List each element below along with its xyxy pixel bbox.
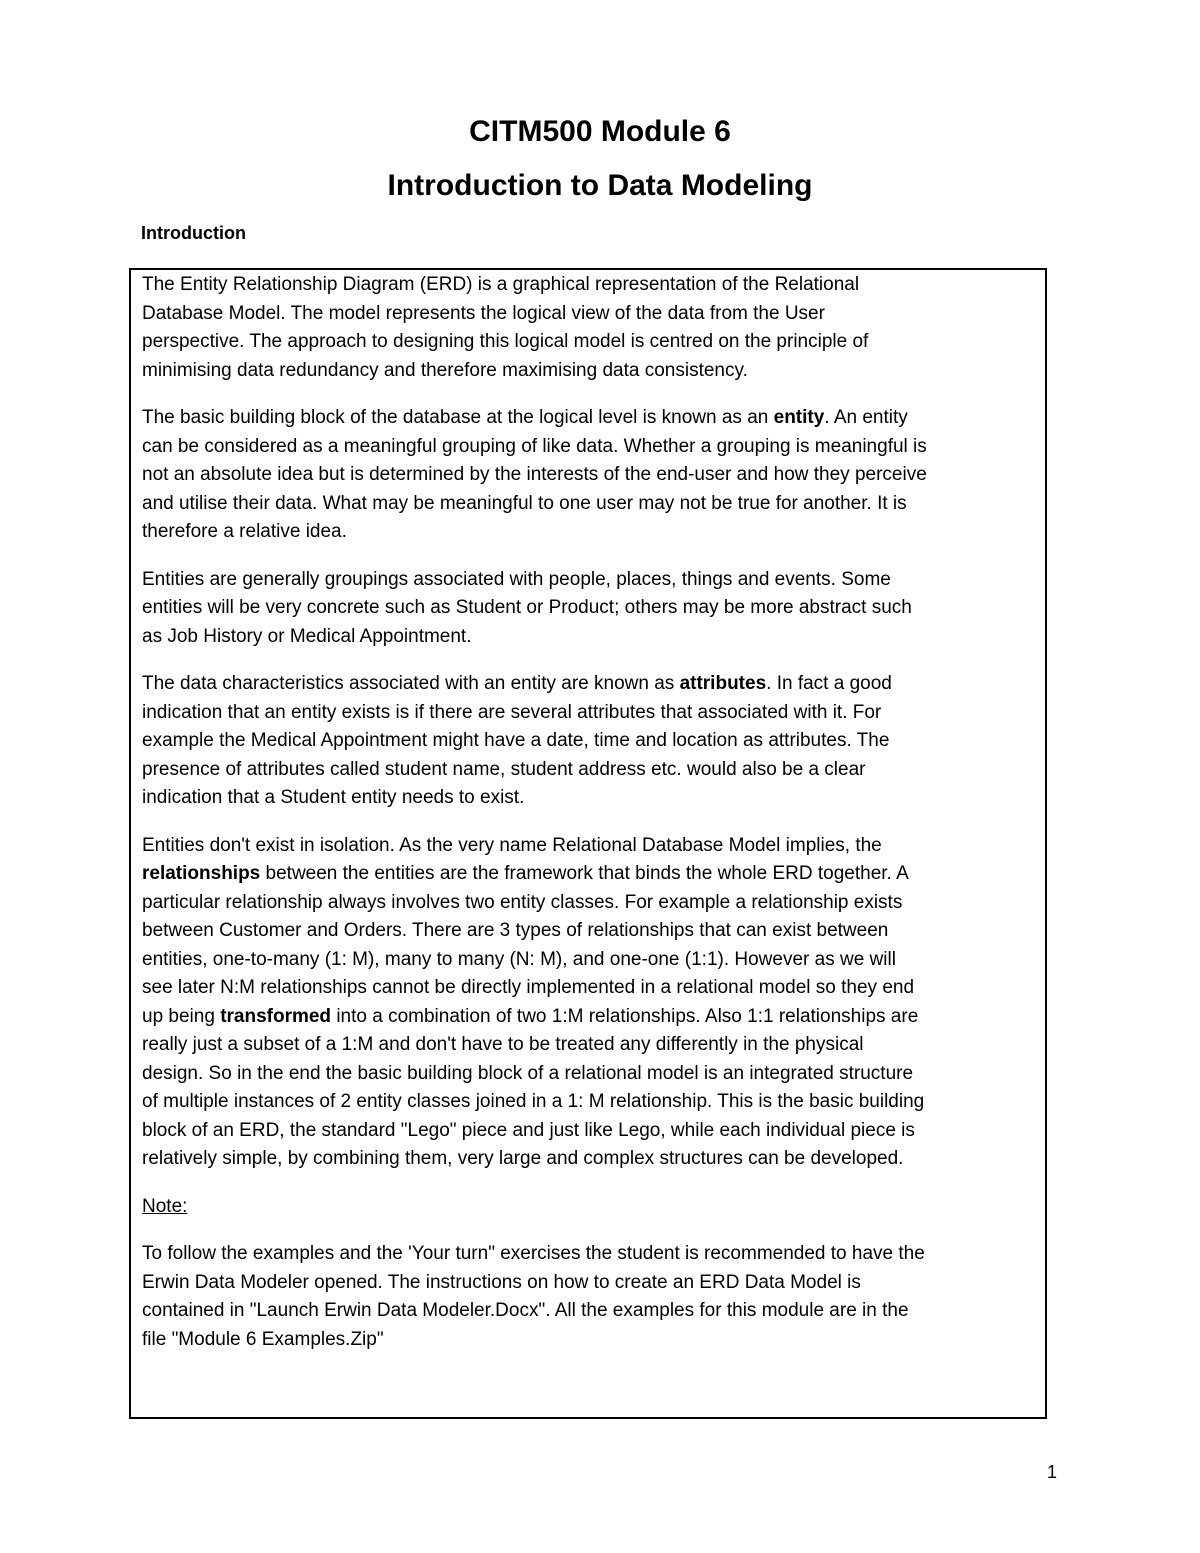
text-segment: therefore a relative idea. — [142, 521, 347, 542]
text-segment: up being — [142, 1005, 221, 1027]
paragraph — [142, 271, 927, 385]
text-line — [142, 1117, 927, 1146]
document-title: CITM500 Module 6 — [469, 115, 731, 148]
text-segment: relatively simple, by combining them, very large and complex structures can be developed. — [142, 1148, 904, 1169]
text-segment: and utilise their data. What may be meaningful to one user may not be true for another. It is — [142, 492, 907, 514]
text-line — [142, 1269, 927, 1298]
text-line — [142, 1297, 927, 1326]
text-segment: indication that a Student entity needs to exist. — [142, 787, 525, 808]
text-segment: design. So in the end the basic building block of a relational model is an integrated structure — [142, 1062, 914, 1084]
text-line — [142, 832, 927, 861]
text-segment: contained in "Launch Erwin Data Modeler.Docx". All the examples for this module are in the — [142, 1300, 909, 1321]
text-segment: really just a subset of a 1:M and don't have to be treated any differently in the physical — [142, 1034, 864, 1055]
text-segment: not an absolute idea but is determined by the interests of the end-user and how they perceive — [142, 464, 927, 485]
text-segment: The basic building block of the database at the logical level is known as an — [142, 407, 774, 428]
text-line — [142, 699, 927, 728]
text-segment: of multiple instances of 2 entity classes joined in a 1: M relationship. This is the basic building — [142, 1091, 925, 1112]
text-line — [142, 917, 927, 946]
text-segment: presence of attributes called student name, student address etc. would also be a clear — [142, 758, 866, 780]
text-line — [142, 946, 927, 975]
text-line — [142, 1145, 927, 1174]
text-line — [142, 1193, 927, 1222]
text-segment: entities will be very concrete such as Student or Product; others may be more abstract such — [142, 597, 912, 618]
bold-term: relationships — [142, 863, 261, 884]
text-segment: indication that an entity exists is if there are several attributes that associated with it. For — [142, 701, 882, 723]
text-line — [142, 1326, 927, 1355]
paragraph — [142, 566, 927, 652]
text-line — [142, 727, 927, 756]
content-body — [142, 271, 927, 1373]
text-segment: perspective. The approach to designing this logical model is centred on the principle of — [142, 331, 869, 352]
text-segment: block of an ERD, the standard "Lego" piece and just like Lego, while each individual piece is — [142, 1119, 915, 1141]
text-line — [142, 974, 927, 1003]
text-segment: Entities don't exist in isolation. As the very name Relational Database Model implies, the — [142, 834, 882, 856]
text-segment: . In fact a good — [766, 673, 892, 694]
text-segment: see later N:M relationships cannot be directly implemented in a relational model so they end — [142, 977, 915, 998]
text-segment: The Entity Relationship Diagram (ERD) is a graphical representation of the Relational — [142, 274, 860, 295]
text-segment: Entities are generally groupings associated with people, places, things and events. Some — [142, 568, 891, 590]
text-segment: into a combination of two 1:M relationships. Also 1:1 relationships are — [331, 1005, 919, 1027]
text-segment: example the Medical Appointment might have a date, time and location as attributes. The — [142, 730, 890, 751]
text-line — [142, 357, 927, 386]
paragraph — [142, 1240, 927, 1354]
text-line — [142, 1003, 927, 1032]
paragraph — [142, 832, 927, 1174]
text-line — [142, 433, 927, 462]
page-number: 1 — [1047, 1462, 1058, 1482]
text-line — [142, 490, 927, 519]
text-line — [142, 889, 927, 918]
document-subtitle: Introduction to Data Modeling — [387, 169, 813, 202]
text-segment: To follow the examples and the 'Your turn" exercises the student is recommended to have the — [142, 1243, 925, 1264]
text-line — [142, 1031, 927, 1060]
text-segment: Erwin Data Modeler opened. The instructions on how to create an ERD Data Model is — [142, 1271, 861, 1293]
section-heading: Introduction — [141, 223, 246, 243]
paragraph — [142, 404, 927, 547]
text-line — [142, 756, 927, 785]
text-segment: . An entity — [824, 407, 908, 428]
text-segment: entities, one-to-many (1: M), many to many (N: M), and one-one (1:1). However as we will — [142, 948, 896, 970]
note-label: Note: — [142, 1195, 188, 1217]
text-line — [142, 518, 927, 547]
text-segment: Database Model. The model represents the logical view of the data from the User — [142, 302, 825, 324]
paragraph — [142, 1193, 927, 1222]
text-segment: as Job History or Medical Appointment. — [142, 625, 472, 647]
text-line — [142, 461, 927, 490]
text-segment: between Customer and Orders. There are 3 types of relationships that can exist between — [142, 920, 889, 941]
text-segment: file "Module 6 Examples.Zip" — [142, 1328, 384, 1350]
text-line — [142, 1088, 927, 1117]
bold-term: attributes — [679, 673, 767, 694]
bold-term: transformed — [220, 1005, 332, 1027]
text-line — [142, 404, 927, 433]
text-line — [142, 300, 927, 329]
text-line — [142, 328, 927, 357]
content-box — [129, 268, 1047, 1419]
text-segment: The data characteristics associated with an entity are known as — [142, 673, 680, 694]
text-line — [142, 1060, 927, 1089]
paragraph — [142, 670, 927, 813]
text-line — [142, 271, 927, 300]
text-line — [142, 784, 927, 813]
text-line — [142, 566, 927, 595]
text-segment: between the entities are the framework that binds the whole ERD together. A — [260, 863, 909, 884]
text-line — [142, 623, 927, 652]
text-line — [142, 1240, 927, 1269]
text-segment: particular relationship always involves two entity classes. For example a relationship exists — [142, 891, 903, 913]
text-segment: minimising data redundancy and therefore maximising data consistency. — [142, 359, 748, 381]
bold-term: entity — [773, 407, 825, 428]
text-line — [142, 860, 927, 889]
text-segment: can be considered as a meaningful grouping of like data. Whether a grouping is meaningful is — [142, 435, 927, 457]
text-line — [142, 670, 927, 699]
text-line — [142, 594, 927, 623]
